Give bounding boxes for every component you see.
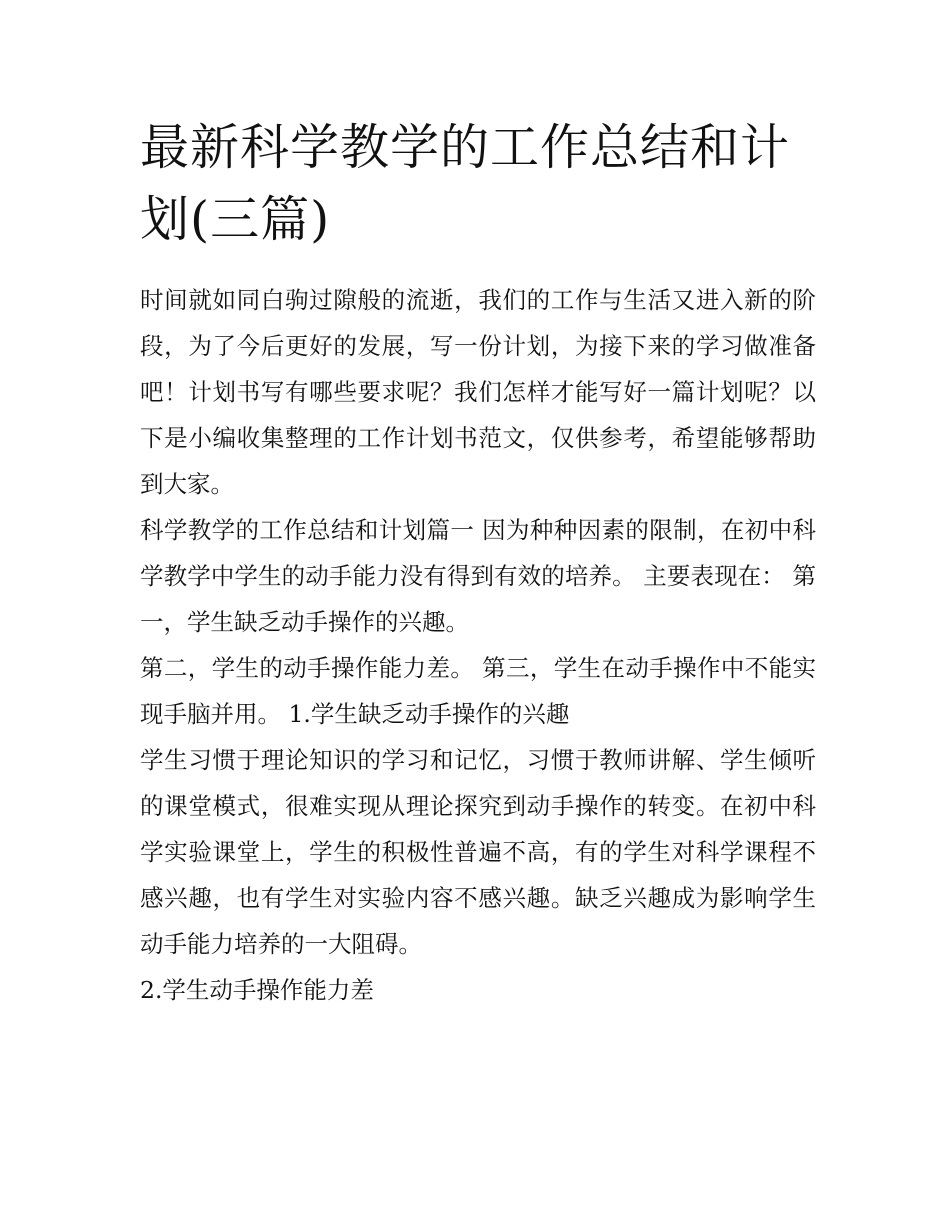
- paragraph-section-heading: 2.学生动手操作能力差: [140, 976, 374, 1004]
- paragraph-intro: 时间就如同白驹过隙般的流逝，我们的工作与生活又进入新的阶段，为了今后更好的发展，写一份计划，为接下来的学习做准备吧！计划书写有哪些要求呢？我们怎样才能写好一篇计划呢？以下是小编收集整理的工作计划书范文，仅供参考，希望能够帮助到大家。: [140, 286, 816, 498]
- document-title: 最新科学教学的工作总结和计划(三篇): [140, 119, 791, 248]
- paragraph-plan-one: 科学教学的工作总结和计划篇一 因为种种因素的限制，在初中科学教学中学生的动手能力没有得到有效的培养。 主要表现在： 第一，学生缺乏动手操作的兴趣。: [140, 516, 816, 636]
- paragraph-interest: 学生习惯于理论知识的学习和记忆，习惯于教师讲解、学生倾听的课堂模式，很难实现从理论探究到动手操作的转变。在初中科学实验课堂上，学生的积极性普遍不高，有的学生对科学课程不感兴趣，也有学生对实验内容不感兴趣。缺乏兴趣成为影响学生动手能力培养的一大阻碍。: [140, 746, 816, 958]
- paragraph-problems: 第二，学生的动手操作能力差。 第三，学生在动手操作中不能实现手脑并用。 1.学生缺乏动手操作的兴趣: [140, 654, 816, 728]
- document-body: [140, 277, 816, 1013]
